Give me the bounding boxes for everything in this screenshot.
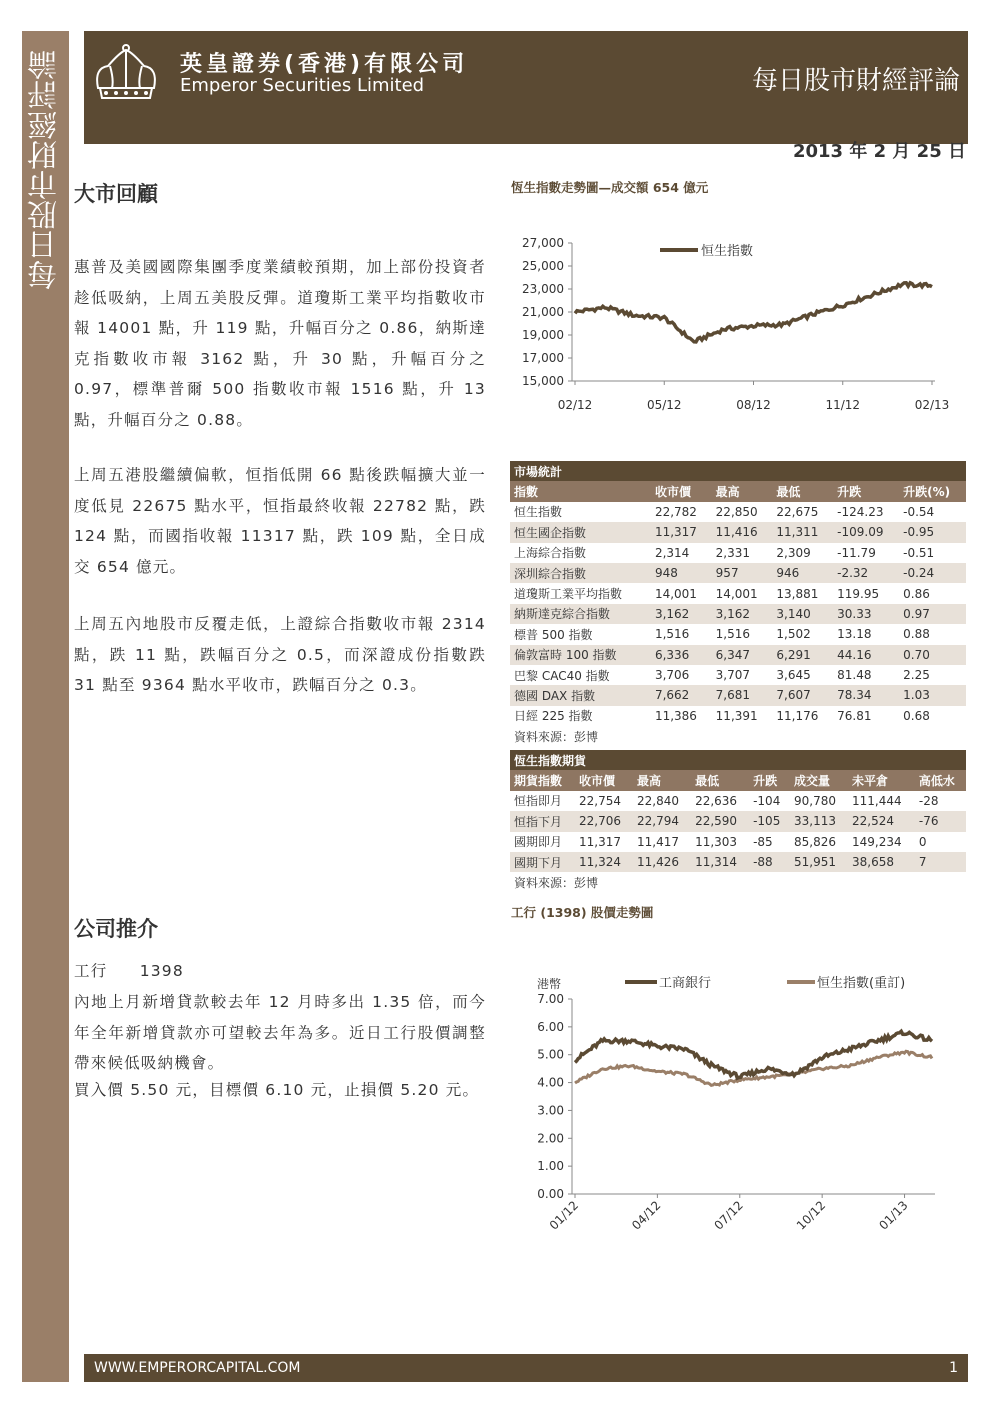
table-row — [510, 811, 966, 831]
table-cell: -105 — [753, 814, 781, 829]
column-header: 最低 — [776, 485, 801, 500]
table-cell: 3,706 — [654, 668, 690, 683]
source-row — [510, 726, 966, 746]
table-cell: 國期下月 — [514, 855, 563, 870]
table-cell: 2.25 — [903, 668, 930, 683]
table-cell: -0.54 — [903, 504, 935, 519]
table-cell: 11,324 — [579, 855, 621, 870]
table-cell: 11,317 — [579, 834, 621, 849]
table-cell: 0.68 — [903, 708, 930, 723]
table-cell: -0.24 — [903, 566, 935, 581]
source-note: 資料來源：彭博 — [514, 876, 599, 891]
table-cell: -104 — [753, 793, 781, 808]
table-cell: 6,347 — [715, 647, 751, 662]
y-tick-label: 7.00 — [537, 992, 564, 1006]
table-row — [510, 791, 966, 811]
table-cell: 22,840 — [637, 793, 680, 808]
table-row — [510, 543, 966, 563]
y-tick-label: 17,000 — [522, 351, 564, 365]
table-cell: 11,391 — [715, 708, 758, 723]
market-stats-header-row — [510, 481, 966, 501]
table-cell: 日經 225 指數 — [514, 709, 593, 724]
table-cell: 11,303 — [695, 834, 738, 849]
table-cell: 78.34 — [837, 688, 872, 703]
table-cell: 標普 500 指數 — [514, 627, 593, 642]
hsi-rebased-legend-label: 恒生指數(重訂) — [817, 976, 906, 991]
hsi-series-line — [575, 283, 932, 342]
x-tick-label: 01/12 — [546, 1198, 582, 1233]
table-cell: 22,524 — [852, 814, 895, 829]
table-cell: 1,502 — [776, 627, 811, 642]
source-note: 資料來源：彭博 — [514, 729, 599, 744]
x-tick-label: 05/12 — [646, 398, 682, 412]
stock-code: 1398 — [139, 962, 184, 980]
crown-logo-icon — [90, 44, 162, 106]
table-cell: -85 — [753, 834, 773, 849]
y-tick-label: 19,000 — [522, 328, 564, 342]
table-cell: 恒生國企指數 — [514, 525, 587, 540]
source-row — [510, 872, 966, 892]
futures-header-row — [510, 770, 966, 790]
table-cell: 1,516 — [654, 627, 690, 642]
y-tick-label: 27,000 — [522, 236, 564, 250]
icbc-series-line — [575, 1031, 932, 1078]
table-row — [510, 563, 966, 583]
icbc-legend-label: 工商銀行 — [659, 976, 712, 991]
table-cell: 6,291 — [776, 647, 811, 662]
table-cell: 恒指即月 — [514, 794, 563, 809]
table-row — [510, 706, 966, 726]
table-cell: 946 — [776, 566, 800, 581]
column-header: 升跌(%) — [903, 485, 951, 500]
table-cell: 3,140 — [776, 606, 811, 621]
table-cell: 85,826 — [793, 834, 836, 849]
hsi-legend-label: 恒生指數 — [701, 244, 754, 259]
table-cell: -0.51 — [903, 545, 935, 560]
y-tick-label: 21,000 — [522, 305, 564, 319]
table-cell: 22,675 — [776, 504, 819, 519]
company-recommendation-heading: 公司推介 — [74, 917, 158, 941]
x-tick-label: 11/12 — [825, 398, 861, 412]
company-paragraph-1: 內地上月新增貸款較去年 12 月時多出 1.35 倍，而今年全年新增貸款亦可望較去年為多。近日工行股價調整帶來候低吸納機會。 — [74, 993, 486, 1072]
company-name-english: Emperor Securities Limited — [180, 75, 425, 96]
table-row — [510, 502, 966, 522]
table-cell: 德國 DAX 指數 — [514, 688, 596, 703]
table-cell: 22,754 — [579, 793, 621, 808]
table-cell: 11,314 — [695, 855, 738, 870]
table-cell: 11,417 — [637, 834, 680, 849]
column-header: 期貨指數 — [514, 774, 563, 789]
table-cell: 2,309 — [776, 545, 811, 560]
market-stats-title-row — [510, 461, 966, 481]
table-cell: 1,516 — [715, 627, 751, 642]
table-cell: 7 — [918, 855, 927, 870]
table-cell: 0.70 — [903, 647, 930, 662]
table-row — [510, 583, 966, 603]
market-review-paragraph-2: 上周五港股繼續偏軟，恒指低開 66 點後跌幅擴大並一度低見 22675 點水平，恒指最終收報 22782 點，跌 124 點，而國指收報 11317 點，跌 109 點，全日成交 654 億元。 — [74, 466, 486, 576]
table-cell: 0.88 — [903, 627, 930, 642]
table-cell: 948 — [654, 566, 678, 581]
table-cell: 90,780 — [793, 793, 836, 808]
table-row — [510, 522, 966, 542]
table-cell: 倫敦富時 100 指數 — [514, 648, 617, 663]
table-cell: 上海綜合指數 — [514, 546, 587, 561]
table-cell: 巴黎 CAC40 指數 — [514, 668, 610, 683]
table-cell: 44.16 — [837, 647, 872, 662]
column-header: 收市價 — [654, 485, 691, 500]
table-cell: 13,881 — [776, 586, 819, 601]
table-cell: 3,162 — [654, 606, 690, 621]
column-header: 最高 — [715, 485, 740, 500]
column-header: 高低水 — [918, 774, 955, 789]
table-cell: 0.86 — [903, 586, 930, 601]
icbc-chart-title: 工行 (1398) 股價走勢圖 — [511, 905, 654, 920]
table-cell: -0.95 — [903, 525, 935, 540]
table-cell: 11,386 — [654, 708, 697, 723]
market-stats-table — [510, 461, 966, 746]
y-tick-label: 6.00 — [537, 1019, 564, 1034]
table-cell: 7,607 — [776, 688, 811, 703]
table-cell: 22,850 — [715, 504, 758, 519]
column-header: 收市價 — [579, 774, 616, 789]
sidebar — [22, 31, 69, 1382]
table-cell: 11,426 — [637, 855, 680, 870]
table-cell: 0 — [918, 834, 927, 849]
sidebar-title: 每日股市財經評論 — [28, 50, 63, 290]
table-cell: 11,311 — [776, 525, 819, 540]
x-tick-label: 02/12 — [557, 398, 593, 412]
x-tick-label: 08/12 — [736, 398, 771, 412]
table-cell: 2,314 — [654, 545, 690, 560]
table-cell: 30.33 — [837, 606, 872, 621]
table-cell: 2,331 — [715, 545, 751, 560]
x-tick-label: 10/12 — [793, 1198, 829, 1233]
table-cell: 3,162 — [715, 606, 751, 621]
table-cell: 81.48 — [837, 668, 872, 683]
table-cell: 119.95 — [837, 586, 880, 601]
table-cell: 76.81 — [837, 708, 872, 723]
table-cell: 7,662 — [654, 688, 690, 703]
table-cell: 6,336 — [654, 647, 690, 662]
hsi-rebased-series-line — [575, 1051, 932, 1085]
table-cell: -88 — [753, 855, 773, 870]
footer-bar — [84, 1354, 968, 1382]
column-header: 升跌 — [753, 774, 778, 789]
table-cell: 1.03 — [903, 688, 930, 703]
table-cell: 22,782 — [654, 504, 697, 519]
table-cell: 149,234 — [852, 834, 902, 849]
table-cell: 3,645 — [776, 668, 811, 683]
hsi-chart-title: 恆生指數走勢圖—成交額 654 億元 — [511, 180, 709, 195]
stock-identity — [74, 956, 486, 987]
y-tick-label: 0.00 — [537, 1187, 564, 1201]
column-header: 指數 — [514, 485, 539, 500]
company-name-chinese: 英皇證券(香港)有限公司 — [180, 52, 469, 77]
table-cell: 22,706 — [579, 814, 621, 829]
table-cell: 38,658 — [852, 855, 895, 870]
table-cell: 恒生指數 — [514, 505, 563, 520]
market-review-paragraph-3: 上周五內地股市反覆走低，上證綜合指數收市報 2314 點，跌 11 點，跌幅百分之 0.5，而深證成份指數跌 31 點至 9364 點水平收市，跌幅百分之 0.3。 — [74, 615, 486, 694]
column-header: 成交量 — [793, 774, 830, 789]
table-cell: 22,794 — [637, 814, 680, 829]
table-cell: 13.18 — [837, 627, 872, 642]
table-row — [510, 685, 966, 705]
table-cell: 33,113 — [793, 814, 836, 829]
report-title: 每日股市財經評論 — [751, 66, 960, 96]
y-tick-label: 2.00 — [537, 1131, 564, 1146]
table-cell: -28 — [918, 793, 939, 808]
y-tick-label: 5.00 — [537, 1047, 564, 1062]
table-cell: 恒指下月 — [514, 814, 563, 829]
table-cell: 51,951 — [793, 855, 836, 870]
table-cell: 14,001 — [715, 586, 758, 601]
y-tick-label: 1.00 — [537, 1159, 564, 1174]
hsi-line-chart — [505, 230, 965, 420]
x-tick-label: 01/13 — [876, 1198, 911, 1233]
table-cell: -76 — [918, 814, 939, 829]
table-cell: 14,001 — [654, 586, 697, 601]
table-cell: 3,707 — [715, 668, 751, 683]
table-cell: 11,416 — [715, 525, 758, 540]
table-cell: 深圳綜合指數 — [514, 566, 587, 581]
table-cell: 7,681 — [715, 688, 751, 703]
y-tick-label: 4.00 — [537, 1075, 564, 1090]
y-tick-label: 25,000 — [522, 259, 564, 273]
table-cell: 國期即月 — [514, 835, 563, 850]
y-tick-label: 23,000 — [522, 282, 564, 296]
table-cell: 0.97 — [903, 606, 930, 621]
table-cell: 22,636 — [695, 793, 738, 808]
table-row — [510, 665, 966, 685]
footer-website[interactable]: WWW.EMPERORCAPITAL.COM — [94, 1360, 301, 1376]
table-cell: -109.09 — [837, 525, 884, 540]
market-review-heading: 大市回顧 — [74, 182, 158, 206]
table-row — [510, 624, 966, 644]
table-cell: 11,176 — [776, 708, 819, 723]
table-row — [510, 645, 966, 665]
table-cell: -124.23 — [837, 504, 884, 519]
table-cell: 道瓊斯工業平均指數 — [514, 587, 623, 602]
stock-name: 工行 — [74, 962, 108, 980]
column-header: 最高 — [637, 774, 662, 789]
table-row — [510, 852, 966, 872]
market-review-paragraph-1: 惠普及美國國際集團季度業績較預期，加上部份投資者趁低吸納，上周五美股反彈。道瓊斯工業平均指數收市報 14001 點，升 119 點，升幅百分之 0.86，納斯達克指數收市報 3162 點，升 30 點，升幅百分之 0.97，標準普爾 500 指數收市報 1516 點，升 13 點，升幅百分之 0.88。 — [74, 258, 486, 429]
page-number: 1 — [949, 1360, 958, 1376]
column-header: 升跌 — [837, 485, 862, 500]
market-stats-title: 市場統計 — [514, 464, 563, 479]
table-row — [510, 832, 966, 852]
futures-title: 恆生指數期貨 — [514, 753, 587, 768]
table-cell: -11.79 — [837, 545, 876, 560]
table-cell: 納斯達克綜合指數 — [514, 607, 611, 622]
table-row — [510, 604, 966, 624]
column-header: 未平倉 — [852, 774, 889, 789]
icbc-line-chart — [505, 965, 965, 1255]
futures-table — [510, 750, 966, 893]
table-cell: 111,444 — [852, 793, 902, 808]
table-cell: 957 — [715, 566, 739, 581]
table-cell: -2.32 — [837, 566, 869, 581]
column-header: 最低 — [695, 774, 720, 789]
y-tick-label: 15,000 — [522, 374, 564, 388]
table-cell: 22,590 — [695, 814, 738, 829]
table-cell: 11,317 — [654, 525, 697, 540]
company-paragraph-2: 買入價 5.50 元，目標價 6.10 元，止損價 5.20 元。 — [74, 1081, 480, 1099]
futures-title-row — [510, 750, 966, 770]
y-tick-label: 3.00 — [537, 1103, 564, 1118]
report-date: 2013 年 2 月 25 日 — [792, 141, 966, 162]
x-tick-label: 02/13 — [914, 398, 950, 412]
x-tick-label: 07/12 — [711, 1198, 746, 1233]
x-tick-label: 04/12 — [629, 1198, 664, 1233]
icbc-unit-label: 港幣 — [537, 977, 562, 991]
